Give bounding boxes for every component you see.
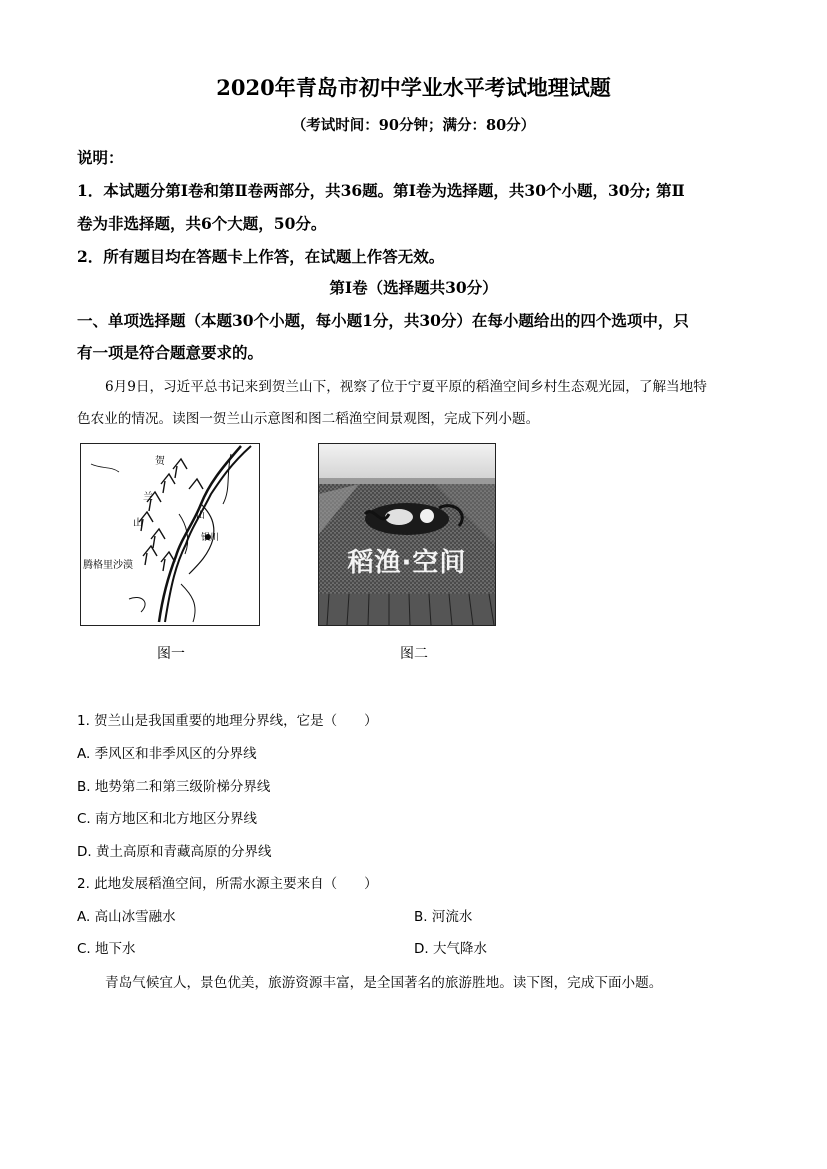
figure-2-photo [318, 443, 496, 626]
figure-1-caption: 图一 [157, 646, 185, 662]
rice-field-photo [319, 444, 495, 625]
map-label-mountain: 山 [196, 511, 206, 521]
passage-1-line-1: 6月9日，习近平总书记来到贺兰山下，视察了位于宁夏平原的稻渔空间乡村生态观光园，了解当地特 [105, 379, 707, 395]
question-2-option-c: C. 地下水 [77, 941, 136, 957]
note-line-3: 2．所有题目均在答题卡上作答，在试题上作答无效。 [77, 247, 445, 266]
section-instruction-1: 一、单项选择题（本题30个小题，每小题1分，共30分）在每小题给出的四个选项中，只 [77, 311, 689, 330]
city-label: 银川 [201, 533, 220, 543]
exam-info: （考试时间：90分钟；满分：80分） [291, 117, 536, 134]
question-2-stem: 2. 此地发展稻渔空间，所需水源主要来自（ ） [77, 876, 378, 892]
question-1-option-d: D. 黄土高原和青藏高原的分界线 [77, 844, 272, 860]
desert-label: 腾格里沙漠 [83, 560, 133, 571]
question-2-option-a: A. 高山冰雪融水 [77, 909, 176, 925]
map-label-he: 贺 [155, 456, 165, 467]
page-title: 2020年青岛市初中学业水平考试地理试题 [216, 75, 611, 100]
question-2-option-b: B. 河流水 [414, 909, 473, 925]
passage-1-line-2: 色农业的情况。读图一贺兰山示意图和图二稻渔空间景观图，完成下列小题。 [77, 411, 540, 427]
question-2-option-d: D. 大气降水 [414, 941, 487, 957]
helan-map-drawing [81, 444, 259, 625]
section-instruction-2: 有一项是符合题意要求的。 [77, 343, 264, 362]
figure-2-caption: 图二 [400, 646, 428, 662]
question-1-stem: 1. 贺兰山是我国重要的地理分界线，它是（ ） [77, 713, 378, 729]
map-label-shan: 山 [133, 518, 143, 529]
field-text: 稻渔·空间 [347, 548, 467, 578]
section-title: 第Ⅰ卷（选择题共30分） [329, 278, 498, 297]
note-line-2: 卷为非选择题，共6个大题，50分。 [77, 214, 327, 233]
question-1-option-b: B. 地势第二和第三级阶梯分界线 [77, 779, 271, 795]
figure-1-map [80, 443, 260, 626]
map-label-lan: 兰 [143, 492, 153, 503]
question-1-option-c: C. 南方地区和北方地区分界线 [77, 811, 258, 827]
question-1-option-a: A. 季风区和非季风区的分界线 [77, 746, 257, 762]
passage-2-line-1: 青岛气候宜人，景色优美，旅游资源丰富，是全国著名的旅游胜地。读下图，完成下面小题。 [105, 975, 663, 991]
note-line-1: 1．本试题分第Ⅰ卷和第Ⅱ卷两部分，共36题。第Ⅰ卷为选择题，共30个小题，30分; 第Ⅱ [77, 181, 685, 200]
notes-heading: 说明： [77, 148, 124, 167]
